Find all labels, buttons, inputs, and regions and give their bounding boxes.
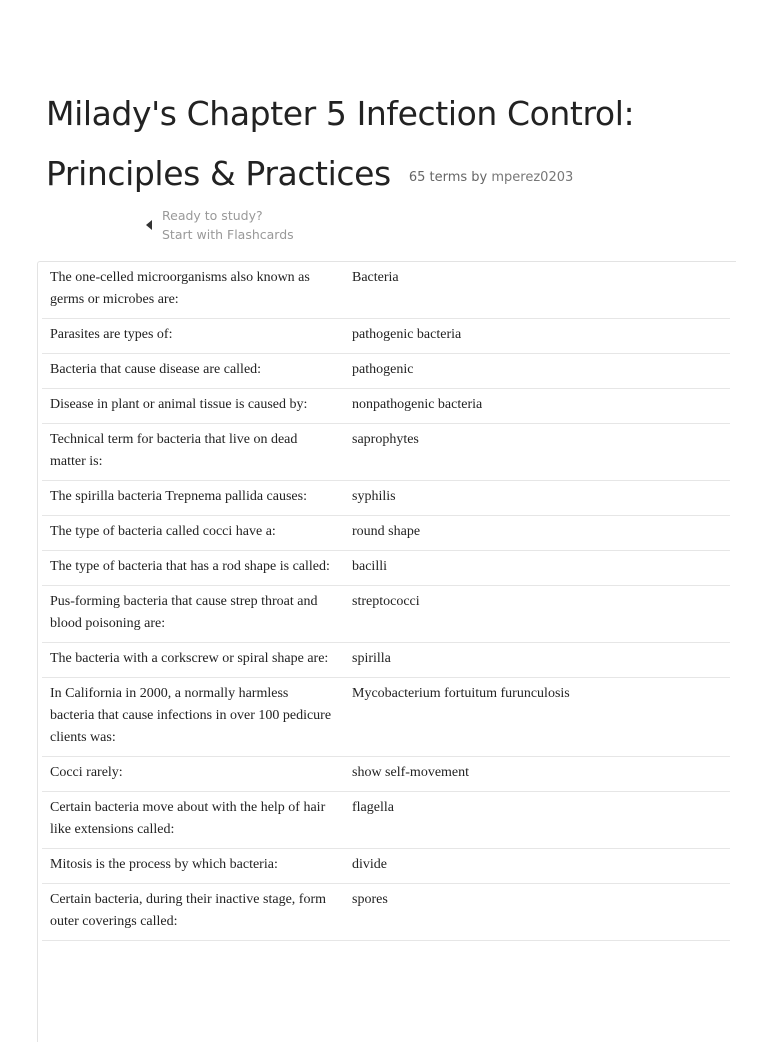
term-text: In California in 2000, a normally harmless bacteria that cause infections in over 100 pedicure clients was: (42, 678, 340, 757)
term-row (42, 757, 730, 792)
term-text: Technical term for bacteria that live on dead matter is: (42, 424, 340, 481)
definition-text: round shape (340, 516, 730, 551)
term-row (42, 551, 730, 586)
term-row (42, 424, 730, 481)
flashcards-prompt-text (162, 206, 294, 244)
caret-left-icon (146, 220, 152, 230)
terms-count: 65 terms (408, 170, 468, 185)
terms-table (42, 262, 730, 941)
term-row (42, 262, 730, 319)
terms-table-container (37, 261, 736, 1042)
term-row (42, 678, 730, 757)
term-text: Parasites are types of: (42, 319, 340, 354)
definition-text: spirilla (340, 643, 730, 678)
flashcards-prompt[interactable] (146, 206, 294, 244)
definition-text: bacilli (340, 551, 730, 586)
term-row (42, 389, 730, 424)
term-text: The type of bacteria called cocci have a: (42, 516, 340, 551)
definition-text: saprophytes (340, 424, 730, 481)
definition-text: Bacteria (340, 262, 730, 319)
term-row (42, 586, 730, 643)
start-flashcards-link[interactable]: Start with Flashcards (162, 227, 294, 242)
term-row (42, 884, 730, 941)
term-row (42, 792, 730, 849)
term-row (42, 643, 730, 678)
title-line-2: Principles & Practices (46, 154, 391, 193)
term-row (42, 516, 730, 551)
author-link[interactable]: mperez0203 (491, 170, 574, 185)
term-row (42, 481, 730, 516)
term-text: The one-celled microorganisms also known as germs or microbes are: (42, 262, 340, 319)
term-row (42, 319, 730, 354)
term-text: The bacteria with a corkscrew or spiral shape are: (42, 643, 340, 678)
term-text: Bacteria that cause disease are called: (42, 354, 340, 389)
definition-text: pathogenic (340, 354, 730, 389)
definition-text: syphilis (340, 481, 730, 516)
definition-text: divide (340, 849, 730, 884)
terms-table-body (42, 262, 730, 941)
term-text: Pus-forming bacteria that cause strep throat and blood poisoning are: (42, 586, 340, 643)
definition-text: streptococci (340, 586, 730, 643)
definition-text: pathogenic bacteria (340, 319, 730, 354)
by-label: by (471, 170, 488, 185)
term-text: The spirilla bacteria Trepnema pallida causes: (42, 481, 340, 516)
term-row (42, 354, 730, 389)
term-text: The type of bacteria that has a rod shape is called: (42, 551, 340, 586)
term-text: Certain bacteria move about with the help of hair like extensions called: (42, 792, 340, 849)
term-text: Mitosis is the process by which bacteria: (42, 849, 340, 884)
ready-to-study-label: Ready to study? (162, 208, 263, 223)
page-title (46, 84, 746, 208)
definition-text: Mycobacterium fortuitum furunculosis (340, 678, 730, 757)
definition-text: show self-movement (340, 757, 730, 792)
definition-text: nonpathogenic bacteria (340, 389, 730, 424)
term-row (42, 849, 730, 884)
term-text: Cocci rarely: (42, 757, 340, 792)
definition-text: spores (340, 884, 730, 941)
term-text: Certain bacteria, during their inactive stage, form outer coverings called: (42, 884, 340, 941)
term-text: Disease in plant or animal tissue is caused by: (42, 389, 340, 424)
set-meta (409, 170, 573, 185)
definition-text: flagella (340, 792, 730, 849)
title-line-1: Milady's Chapter 5 Infection Control: (46, 94, 635, 133)
